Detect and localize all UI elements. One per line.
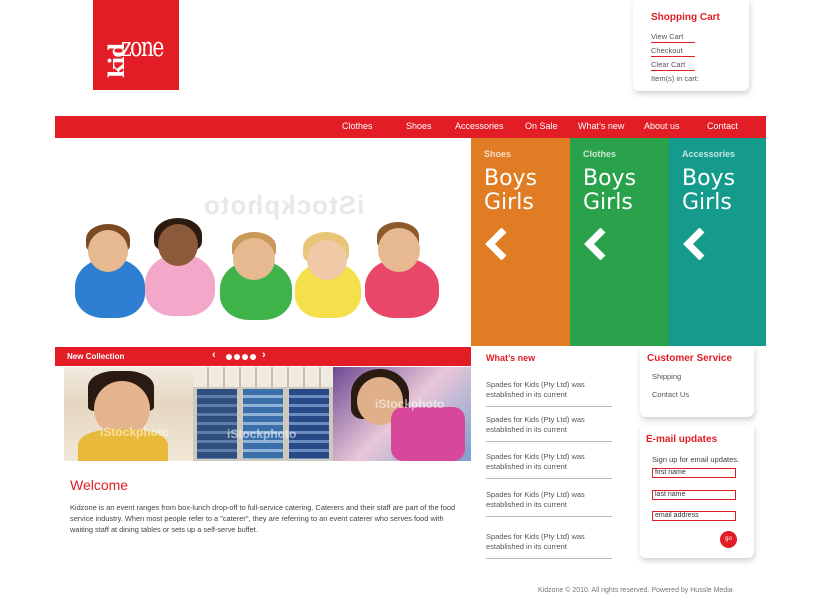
last-name-input[interactable]: last name <box>652 490 736 500</box>
main-nav <box>55 116 766 138</box>
customer-service-panel <box>640 347 754 417</box>
accessories-girls-link[interactable]: Girls <box>682 190 732 215</box>
nav-whats-new[interactable]: What’s new <box>578 121 625 131</box>
gallery-watermark: iStockphoto <box>100 425 170 439</box>
collection-next-button[interactable]: › <box>262 349 266 361</box>
kid-face <box>378 228 420 272</box>
whats-new-item[interactable]: Spades for Kids (Pty Ltd) was established in its current <box>486 490 612 517</box>
category-shoes-label: Shoes <box>484 149 512 159</box>
backpack-shape <box>391 407 465 461</box>
carousel-dot[interactable] <box>242 354 248 360</box>
category-clothes <box>570 138 669 346</box>
shoes-girls-link[interactable]: Girls <box>484 190 534 215</box>
stack-sweaters <box>289 389 329 459</box>
first-name-input[interactable]: first name <box>652 468 736 478</box>
hero-kids-photo <box>55 138 471 346</box>
carousel-dot[interactable] <box>250 354 256 360</box>
stack-shirts <box>243 389 283 459</box>
category-shoes <box>471 138 570 346</box>
carousel-dot[interactable] <box>226 354 232 360</box>
email-updates-panel <box>640 426 754 558</box>
whats-new-item[interactable]: Spades for Kids (Pty Ltd) was established in its current <box>486 452 612 479</box>
logo-zone-text: zone <box>121 32 163 63</box>
kid-face <box>307 240 347 280</box>
nav-clothes[interactable]: Clothes <box>342 121 373 131</box>
chevron-left-icon[interactable] <box>582 228 608 260</box>
shopping-cart-title: Shopping Cart <box>651 12 720 23</box>
accessories-boys-link[interactable]: Boys <box>682 166 736 191</box>
shopping-cart-panel <box>633 0 749 91</box>
nav-shoes[interactable]: Shoes <box>406 121 432 131</box>
kid-face <box>158 224 198 266</box>
category-accessories-label: Accessories <box>682 149 736 159</box>
whats-new-item[interactable]: Spades for Kids (Pty Ltd) was established in its current <box>486 415 612 442</box>
welcome-title: Welcome <box>70 477 129 493</box>
whats-new-item[interactable]: Spades for Kids (Pty Ltd) was established in its current <box>486 380 612 407</box>
clothes-girls-link[interactable]: Girls <box>583 190 633 215</box>
hero-watermark: iStockphoto <box>203 190 365 220</box>
carousel-dot[interactable] <box>234 354 240 360</box>
contact-us-link[interactable]: Contact Us <box>652 390 690 399</box>
welcome-body: Kidzone is an event ranges from box-lunch drop-off to full-service catering. Caterers and their staff are part of the food service industry. When most people refer to a "caterer", they are referring to an event caterer who serves food with waiting staff at dining tables or sets up a self-serve buffet. <box>70 503 456 534</box>
gallery-watermark: iStockphoto <box>227 427 297 441</box>
category-clothes-label: Clothes <box>583 149 617 159</box>
nav-on-sale[interactable]: On Sale <box>525 121 558 131</box>
collection-prev-button[interactable]: ‹ <box>212 349 216 361</box>
email-updates-subtitle: Sign up for email updates. <box>652 455 740 464</box>
customer-service-title: Customer Service <box>647 353 733 364</box>
logo-kid-text: kid <box>104 43 129 78</box>
go-button[interactable]: go <box>720 531 737 548</box>
kid-face <box>88 230 128 272</box>
footer-text: Kidzone © 2010. All rights reserved. Powered by Hussle Media <box>538 587 733 594</box>
checkout-link[interactable]: Checkout <box>651 46 695 57</box>
chevron-left-icon[interactable] <box>681 228 707 260</box>
nav-accessories[interactable]: Accessories <box>455 121 504 131</box>
kidzone-logo[interactable] <box>93 0 179 90</box>
clothes-boys-link[interactable]: Boys <box>583 166 637 191</box>
email-address-input[interactable]: email address <box>652 511 736 521</box>
nav-contact[interactable]: Contact <box>707 121 739 131</box>
stack-jeans <box>197 389 237 459</box>
whats-new-item[interactable]: Spades for Kids (Pty Ltd) was established in its current <box>486 532 612 559</box>
gallery-photo-clothes[interactable] <box>193 367 333 461</box>
gallery-photo-backpack[interactable] <box>333 367 471 461</box>
cart-item-count: Item(s) in cart: <box>651 74 699 83</box>
category-accessories <box>669 138 766 346</box>
gallery-photo-girl[interactable] <box>64 367 193 461</box>
email-updates-title: E-mail updates <box>646 434 718 445</box>
new-collection-bar <box>55 347 471 366</box>
whats-new-title: What’s new <box>486 353 536 363</box>
gallery-watermark: iStockphoto <box>375 397 445 411</box>
shoes-boys-link[interactable]: Boys <box>484 166 538 191</box>
clear-cart-link[interactable]: Clear Cart <box>651 60 695 71</box>
chevron-left-icon[interactable] <box>483 228 509 260</box>
shipping-link[interactable]: Shipping <box>652 372 682 381</box>
new-collection-title: New Collection <box>67 352 125 361</box>
nav-about-us[interactable]: About us <box>644 121 680 131</box>
kid-face <box>233 238 275 280</box>
shelf-top <box>193 367 333 387</box>
view-cart-link[interactable]: View Cart <box>651 32 695 43</box>
